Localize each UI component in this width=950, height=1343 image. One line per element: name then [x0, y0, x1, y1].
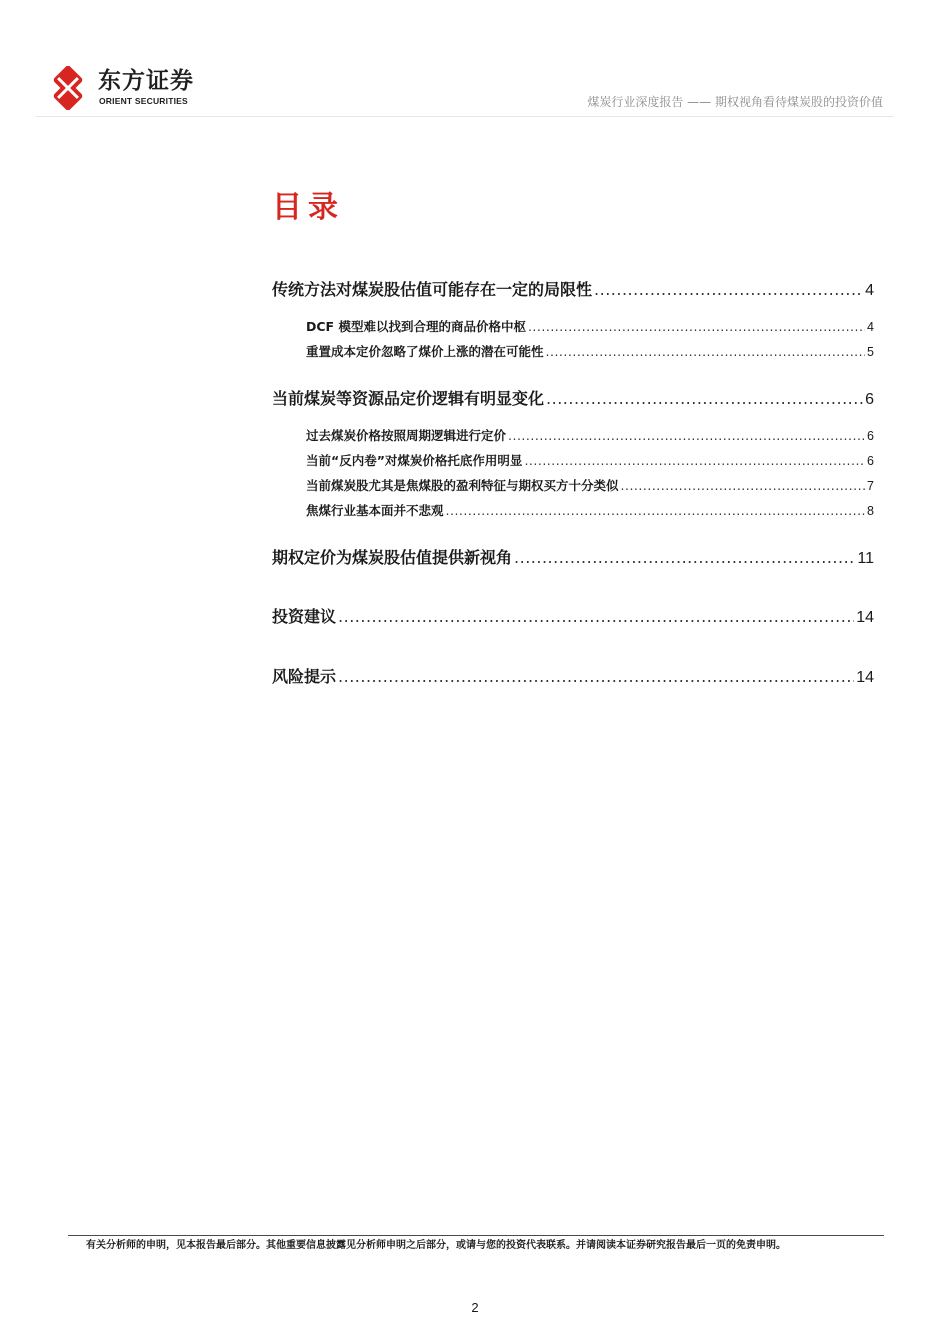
toc-entry[interactable] [306, 478, 874, 494]
toc-entry[interactable] [306, 428, 874, 444]
orient-securities-logo-icon [46, 66, 90, 110]
footer-disclaimer: 有关分析师的申明，见本报告最后部分。其他重要信息披露见分析师申明之后部分，或请与您的投资代表联系。并请阅读本证券研究报告最后一页的免责申明。 [86, 1240, 786, 1251]
toc-entry-page: 11 [857, 550, 874, 567]
toc-dot-leader [621, 478, 866, 494]
toc-dot-leader [446, 503, 866, 519]
toc-entry-page: 6 [865, 391, 874, 408]
toc-dot-leader [594, 280, 863, 300]
toc-entry-label: 风险提示 [272, 667, 337, 686]
toc-entry-label: 传统方法对煤炭股估值可能存在一定的局限性 [272, 280, 593, 299]
toc-entry-label: 期权定价为煤炭股估值提供新视角 [272, 548, 513, 567]
logo-name-en: ORIENT SECURITIES [99, 96, 188, 106]
report-title: 煤炭行业深度报告 —— 期权视角看待煤炭股的投资价值 [587, 95, 883, 109]
toc-entry[interactable] [272, 667, 874, 688]
toc-entry[interactable] [306, 344, 874, 360]
toc-entry-label: 当前煤炭股尤其是焦煤股的盈利特征与期权买方十分类似 [306, 478, 619, 493]
toc-dot-leader [546, 389, 863, 409]
toc-entry[interactable] [306, 319, 874, 335]
toc-dot-leader [546, 344, 866, 360]
toc-heading: 目录 [272, 190, 344, 225]
toc-entry[interactable] [306, 503, 874, 519]
company-logo [46, 66, 216, 110]
toc-entry-page: 6 [867, 429, 874, 443]
toc-entry-page: 4 [865, 282, 874, 299]
toc-dot-leader [508, 428, 865, 444]
toc-entry-page: 8 [867, 504, 874, 518]
toc-dot-leader [514, 548, 855, 568]
toc-entry[interactable] [272, 548, 874, 569]
toc-entry-page: 6 [867, 454, 874, 468]
footer-divider [68, 1235, 884, 1236]
toc-dot-leader [338, 607, 854, 627]
toc-entry-label: 投资建议 [272, 607, 337, 626]
toc-entry[interactable] [272, 280, 874, 301]
toc-entry-page: 14 [856, 669, 874, 686]
toc-dot-leader [528, 319, 865, 335]
toc-entry-page: 7 [867, 479, 874, 493]
toc-entry-page: 14 [856, 609, 874, 626]
toc-entry[interactable] [272, 389, 874, 410]
toc-entry-label: DCF 模型难以找到合理的商品价格中枢 [306, 319, 526, 334]
header-divider [36, 116, 894, 117]
toc-entry-label: 重置成本定价忽略了煤价上涨的潜在可能性 [306, 344, 544, 359]
page-number: 2 [471, 1300, 479, 1315]
toc-dot-leader [524, 453, 865, 469]
toc-entry-page: 5 [867, 345, 874, 359]
toc-entry[interactable] [306, 453, 874, 469]
toc-entry[interactable] [272, 607, 874, 628]
toc-entry-label: 过去煤炭价格按照周期逻辑进行定价 [306, 428, 507, 443]
toc-dot-leader [338, 667, 854, 687]
toc-entry-label: 当前煤炭等资源品定价逻辑有明显变化 [272, 389, 545, 408]
logo-name-cn: 东方证券 [98, 68, 194, 94]
toc-entry-label: 当前“反内卷”对煤炭价格托底作用明显 [306, 453, 523, 468]
toc-entry-label: 焦煤行业基本面并不悲观 [306, 503, 444, 518]
toc-entry-page: 4 [867, 320, 874, 334]
